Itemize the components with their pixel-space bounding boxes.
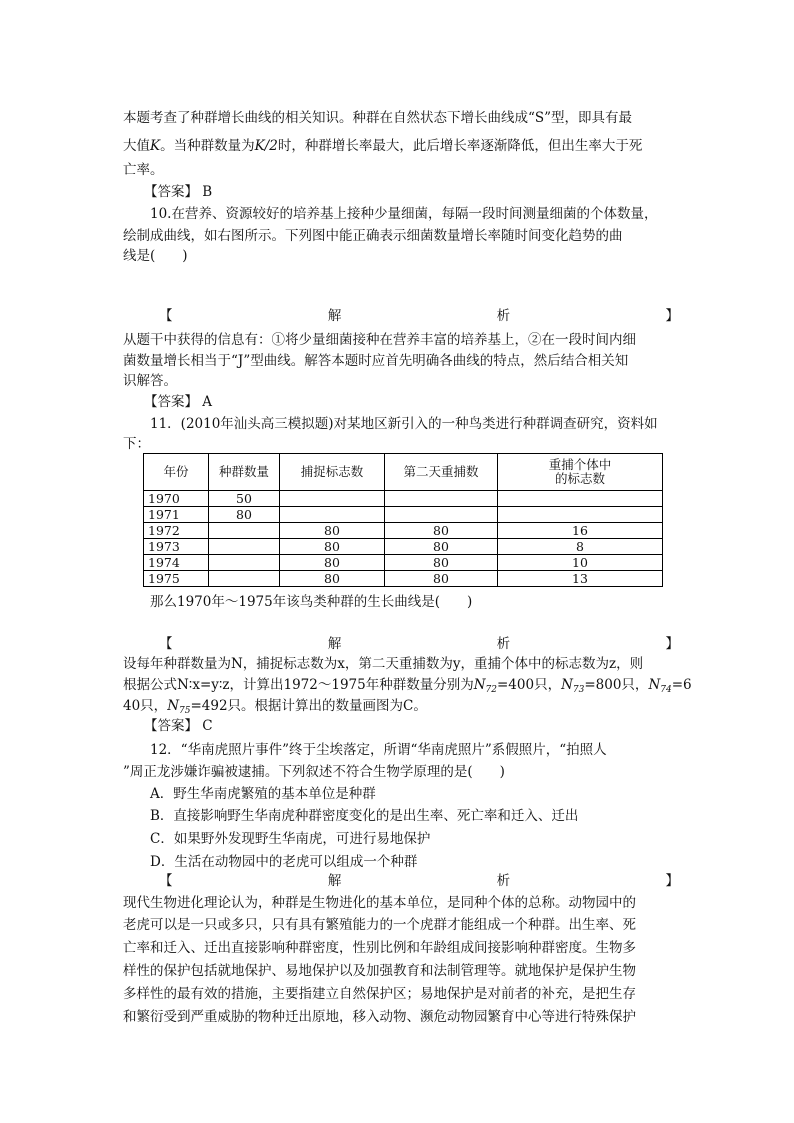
table-row: 1970 50: [144, 491, 663, 507]
q12-line-1: 12．“华南虎照片事件”终于尘埃落定，所谓“华南虎照片”系假照片，“拍照人: [150, 742, 607, 758]
q11-line-1: 11．(2010年汕头高三模拟题)对某地区新引入的一种鸟类进行种群调查研究，资料如: [150, 416, 658, 432]
answer-10: 【答案】 A: [144, 394, 213, 410]
q12-option-d: D．生活在动物园中的老虎可以组成一个种群: [150, 854, 418, 870]
header-marked: 捕捉标志数: [280, 454, 385, 491]
a12-line-1: 现代生物进化理论认为，种群是生物进化的基本单位，是同种个体的总称。动物园中的: [123, 895, 636, 911]
a11-line-3: 40只，$N_{75}=492$只。根据计算出的数量画图为C。: [123, 698, 427, 716]
q10-line-2: 绘制成曲线，如右图所示。下列图中能正确表示细菌数量增长率随时间变化趋势的曲: [123, 228, 623, 244]
intro-line-1: 本题考查了种群增长曲线的相关知识。种群在自然状态下增长曲线成“S”型，即具有最: [123, 110, 633, 126]
a10-line-3: 识解答。: [123, 373, 177, 389]
a12-line-5: 多样性的最有效的措施，主要指建立自然保护区；易地保护是对前者的补充，是把生存: [123, 986, 636, 1002]
intro-line-2: 大值K。当种群数量为K/2时，种群增长率最大，此后增长率逐渐降低，但出生率大于死: [123, 138, 643, 154]
header-marked-in-recapture: 重捕个体中 的标志数: [498, 454, 663, 491]
analysis-heading-12: 【 解 析 】: [159, 873, 679, 889]
q12-option-c: C．如果野外发现野生华南虎，可进行易地保护: [150, 831, 431, 847]
table-row: 1975 80 80 13: [144, 571, 663, 587]
q12-option-a: A．野生华南虎繁殖的基本单位是种群: [150, 786, 376, 802]
a11-line-1: 设每年种群数量为N，捕捉标志数为x，第二天重捕数为y，重捕个体中的标志数为z，则: [123, 656, 644, 672]
intro-line-3: 亡率。: [123, 162, 164, 178]
q11-after-table: 那么1970年～1975年该鸟类种群的生长曲线是( ): [150, 594, 473, 610]
q10-line-1: 10.在营养、资源较好的培养基上接种少量细菌，每隔一段时间测量细菌的个体数量，: [150, 206, 658, 222]
table-header-row: [144, 454, 663, 491]
analysis-heading-11: 【 解 析 】: [159, 636, 679, 652]
q11-line-2: 下：: [123, 436, 150, 452]
answer-11: 【答案】 C: [144, 718, 213, 734]
header-recaptured: 第二天重捕数: [385, 454, 498, 491]
a12-line-4: 样性的保护包括就地保护、易地保护以及加强教育和法制管理等。就地保护是保护生物: [123, 963, 636, 979]
table-row: 1971 80: [144, 507, 663, 523]
a11-line-2: 根据公式N∶x=y∶z，计算出1972～1975年种群数量分别为$N_{72}=400$只，$N_{73}=800$只，$N_{74}=6$: [123, 677, 692, 695]
q10-line-3: 线是( ): [123, 248, 188, 264]
survey-table: [143, 453, 663, 587]
header-year: 年份: [144, 454, 209, 491]
a12-line-6: 和繁衍受到严重威胁的物种迁出原地，移入动物、濒危动物园繁育中心等进行特殊保护: [123, 1009, 636, 1025]
a10-line-2: 菌数量增长相当于“J”型曲线。解答本题时应首先明确各曲线的特点，然后结合相关知: [123, 353, 629, 369]
q12-option-b: B．直接影响野生华南虎种群密度变化的是出生率、死亡率和迁入、迁出: [150, 808, 579, 824]
table-row: 1973 80 80 8: [144, 539, 663, 555]
a12-line-3: 亡率和迁入、迁出直接影响种群密度，性别比例和年龄组成间接影响种群密度。生物多: [123, 940, 636, 956]
table-row: 1972 80 80 16: [144, 523, 663, 539]
a10-line-1: 从题干中获得的信息有：①将少量细菌接种在营养丰富的培养基上，②在一段时间内细: [123, 332, 636, 348]
a12-line-2: 老虎可以是一只或多只，只有具有繁殖能力的一个虎群才能组成一个种群。出生率、死: [123, 917, 636, 933]
header-population: 种群数量: [209, 454, 280, 491]
q12-line-2: ”周正龙涉嫌诈骗被逮捕。下列叙述不符合生物学原理的是( ): [123, 764, 505, 780]
table-row: 1974 80 80 10: [144, 555, 663, 571]
answer-9: 【答案】 B: [144, 184, 213, 200]
analysis-heading-10: 【 解 析 】: [159, 308, 679, 324]
